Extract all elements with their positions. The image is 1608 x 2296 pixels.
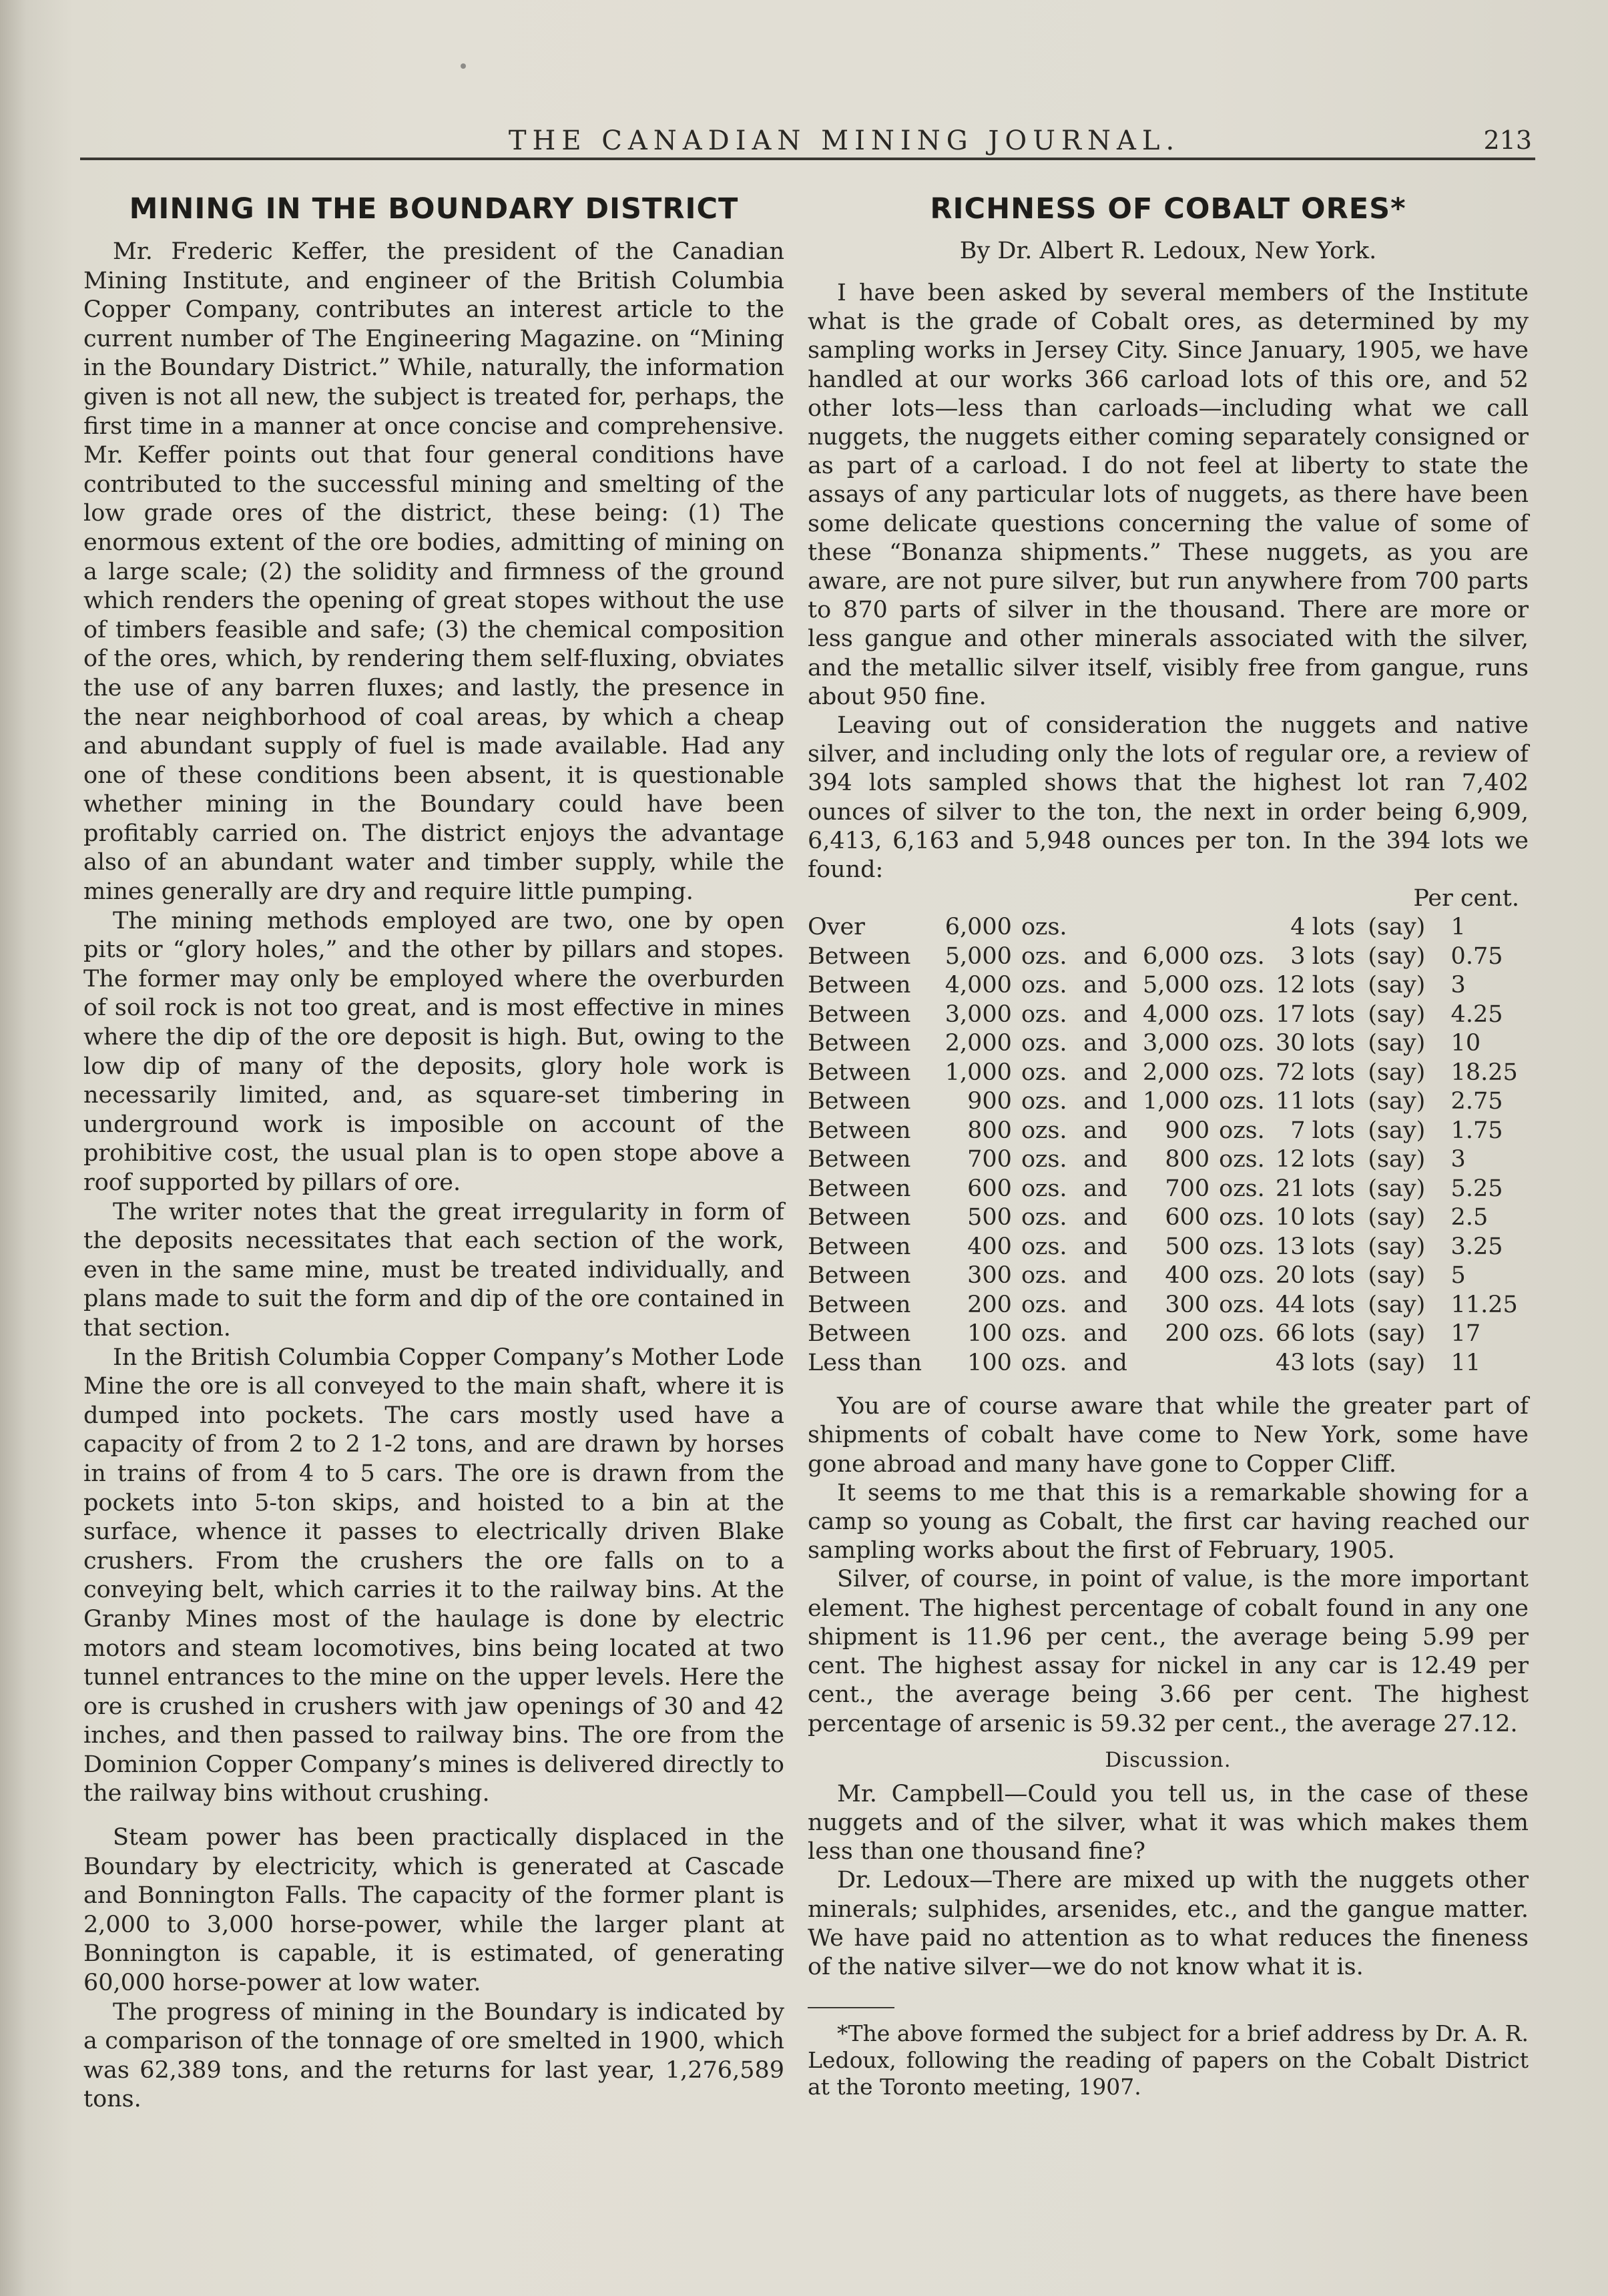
range-label: Between [808,1117,911,1144]
say-word: (say) [1368,1233,1426,1260]
paragraph: The writer notes that the great irregularity in form of the deposits necessitates that each section of the work, even in the same mine, must be treated individually, and plans made to suit the form and dip of the ore contained in that section. [83,1198,784,1342]
range-label: Over [808,914,865,941]
unit: ozs. [1021,1030,1067,1057]
conjunction: and [1083,1088,1127,1115]
percent-value: 1 [1450,914,1466,941]
from-value: 800 [967,1117,1012,1144]
unit [1210,913,1272,942]
range-label: Between [808,1233,911,1260]
ink-speck [461,63,466,69]
from-value: 900 [967,1088,1012,1115]
range-label: Between [808,1262,911,1289]
left-column [83,192,784,2114]
percent-value: 4.25 [1450,1000,1503,1028]
lots-word: lots [1312,1175,1355,1202]
from-value: 1,000 [945,1059,1012,1086]
footnote-rule [808,2007,894,2008]
paragraph: You are of course aware that while the greater part of shipments of cobalt have come to New York, some have gone abroad and many have gone to Copper Cliff. [808,1393,1529,1478]
discussion-heading: Discussion. [1105,1747,1232,1772]
conjunction: and [1083,1146,1127,1173]
boundary-article-body [83,238,784,2114]
from-value: 2,000 [945,1030,1012,1057]
percent-value: 2.5 [1450,1204,1489,1231]
lots-word: lots [1312,972,1355,999]
lots-word: lots [1312,1030,1355,1057]
say-word: (say) [1368,1349,1426,1376]
percent-value: 11 [1450,1349,1481,1376]
lots-word: lots [1312,914,1355,941]
unit: ozs. [1219,1030,1265,1057]
to-value: 400 [1165,1262,1210,1289]
range-label: Between [808,1204,911,1231]
unit: ozs. [1219,1233,1265,1260]
lot-count: 12 [1276,972,1306,999]
unit: ozs. [1021,914,1067,941]
table-row [808,1087,1529,1117]
conjunction: and [1083,1320,1127,1348]
unit: ozs. [1219,1146,1265,1173]
range-label: Between [808,1088,911,1115]
to-value: 2,000 [1142,1059,1210,1086]
percent-value: 3 [1450,972,1466,999]
to-value: 1,000 [1142,1088,1210,1115]
conjunction: and [1083,1117,1127,1144]
unit: ozs. [1021,1349,1067,1376]
silver-lots-table [808,913,1529,1378]
cobalt-article-body-continued [808,1392,1529,1738]
lot-count: 44 [1276,1291,1306,1318]
lots-word: lots [1312,1000,1355,1028]
article-title-cobalt: RICHNESS OF COBALT ORES* [930,192,1406,226]
running-header [83,125,1532,160]
unit: ozs. [1219,1088,1265,1115]
lot-count: 11 [1276,1088,1306,1115]
unit: ozs. [1219,1291,1265,1318]
percent-value: 10 [1450,1030,1481,1057]
lot-count: 17 [1276,1000,1306,1028]
paragraph: Dr. Ledoux—There are mixed up with the nuggets other minerals; sulphides, arsenides, etc., and the gangue matter. We have paid no attention as to what reduces the fineness of the native silver—we do not know what it is. [808,1867,1529,1980]
unit: ozs. [1219,1320,1265,1348]
table-row [808,1145,1529,1175]
unit: ozs. [1219,1262,1265,1289]
from-value: 5,000 [945,942,1012,970]
from-value: 6,000 [945,914,1012,941]
lot-count: 12 [1276,1146,1306,1173]
lot-count: 72 [1276,1059,1306,1086]
lots-word: lots [1312,1291,1355,1318]
table-row [808,1117,1529,1146]
lot-count: 66 [1276,1320,1306,1348]
percent-value: 1.75 [1450,1117,1503,1144]
unit: ozs. [1219,1175,1265,1202]
range-label: Between [808,1059,911,1086]
conjunction: and [1083,1000,1127,1028]
range-label: Between [808,1146,911,1173]
lots-word: lots [1312,1059,1355,1086]
lots-word: lots [1312,1320,1355,1348]
unit: ozs. [1219,1204,1265,1231]
table-row [808,1059,1529,1088]
table-row [808,913,1529,942]
say-word: (say) [1368,1146,1426,1173]
footnote: *The above formed the subject for a brief address by Dr. A. R. Ledoux, following the reading of papers on the Cobalt District at the Toronto meeting, 1907. [808,2020,1529,2100]
from-value: 200 [967,1291,1012,1318]
table-row [808,1000,1529,1030]
conjunction: and [1083,1175,1127,1202]
header-rule [80,158,1535,160]
say-word: (say) [1368,942,1426,970]
lots-word: lots [1312,942,1355,970]
say-word: (say) [1368,1291,1426,1318]
from-value: 100 [967,1320,1012,1348]
unit [1210,1349,1272,1378]
range-label: Between [808,1320,911,1348]
to-value: 6,000 [1142,942,1210,970]
unit: ozs. [1219,972,1265,999]
paragraph: Mr. Frederic Keffer, the president of the Canadian Mining Institute, and engineer of the British Columbia Copper Company, contributes an interest article to the current number of The Engineering Magazine. on “Mining in the Boundary District.” While, naturally, the information given is not all new, the subject is treated for, perhaps, the first time in a manner at once concise and comprehensive. Mr. Keffer points out that four general conditions have contributed to the successful mining and smelting of the low grade ores of the district, these being: (1) The enormous extent of the ore bodies, admitting of mining on a large scale; (2) the solidity and firmness of the ground which renders the opening of great stopes without the use of timbers feasible and safe; (3) the chemical composition of the ores, which, by rendering them self-fluxing, obviates the use of any barren fluxes; and lastly, the presence in the near neighborhood of coal areas, by which a cheap and abundant supply of fuel is made available. Had any one of these conditions been absent, it is questionable whether mining in the Boundary could have been profitably carried on. The district enjoys the advantage also of an abundant water and timber supply, while the mines generally are dry and require little pumping. [83,238,784,906]
lots-word: lots [1312,1146,1355,1173]
range-label: Between [808,942,911,970]
unit: ozs. [1021,1146,1067,1173]
from-value: 3,000 [945,1000,1012,1028]
percent-value: 18.25 [1450,1059,1518,1086]
table-row [808,1291,1529,1320]
conjunction: and [1083,1262,1127,1289]
lots-word: lots [1312,1349,1355,1376]
say-word: (say) [1368,1030,1426,1057]
from-value: 700 [967,1146,1012,1173]
conjunction [1074,913,1134,942]
lots-word: lots [1312,1262,1355,1289]
unit: ozs. [1219,1117,1265,1144]
say-word: (say) [1368,914,1426,941]
paragraph: The mining methods employed are two, one by open pits or “glory holes,” and the other by pillars and stopes. The former may only be employed where the overburden of soil rock is not too great, and is most effective in mines where the dip of the ore deposit is high. But, owing to the low dip of many of the deposits, glory hole work is necessarily limited, and, as square-set timbering in underground work is imposible on account of the prohibitive cost, the usual plan is to open stope above a roof supported by pillars of ore. [83,907,784,1196]
journal-title: THE CANADIAN MINING JOURNAL. [508,125,1181,156]
lot-count: 43 [1276,1349,1306,1376]
unit: ozs. [1219,942,1265,970]
paragraph: Mr. Campbell—Could you tell us, in the case of these nuggets and of the silver, what it was which makes them less than one thousand fine? [808,1780,1529,1866]
table-header-percent: Per cent. [1413,885,1519,912]
range-label: Between [808,1175,911,1202]
say-word: (say) [1368,1088,1426,1115]
discussion-body [808,1780,1529,1982]
percent-value: 11.25 [1450,1291,1518,1318]
to-value: 200 [1165,1320,1210,1348]
range-label: Between [808,1291,911,1318]
lot-count: 21 [1276,1175,1306,1202]
percent-value: 17 [1450,1320,1481,1348]
page-number: 213 [1483,125,1532,155]
conjunction: and [1083,1059,1127,1086]
lot-count: 30 [1276,1030,1306,1057]
from-value: 500 [967,1204,1012,1231]
to-value: 3,000 [1142,1030,1210,1057]
lot-count: 4 [1290,914,1306,941]
lot-count: 10 [1276,1204,1306,1231]
unit: ozs. [1021,942,1067,970]
lots-word: lots [1312,1233,1355,1260]
say-word: (say) [1368,1000,1426,1028]
unit: ozs. [1021,1262,1067,1289]
right-column [808,192,1529,2100]
to-value: 900 [1165,1117,1210,1144]
to-value: 300 [1165,1291,1210,1318]
paragraph: Silver, of course, in point of value, is the more important element. The highest percentage of cobalt found in any one shipment is 11.96 per cent., the average being 5.99 per cent. The highest assay for nickel in any car is 12.49 per cent., the average being 3.66 per cent. The highest percentage of arsenic is 59.32 per cent., the average 27.12. [808,1566,1529,1737]
table-row [808,1261,1529,1291]
table-row [808,942,1529,972]
lots-word: lots [1312,1088,1355,1115]
unit: ozs. [1219,1000,1265,1028]
lot-count: 13 [1276,1233,1306,1260]
unit: ozs. [1021,1175,1067,1202]
range-label: Less than [808,1349,922,1376]
conjunction: and [1083,1233,1127,1260]
paragraph: It seems to me that this is a remarkable showing for a camp so young as Cobalt, the first car having reached our sampling works about the first of February, 1905. [808,1479,1529,1564]
to-value: 500 [1165,1233,1210,1260]
conjunction: and [1083,1030,1127,1057]
say-word: (say) [1368,1320,1426,1348]
article-title-boundary: MINING IN THE BOUNDARY DISTRICT [129,192,739,226]
percent-value: 5.25 [1450,1175,1503,1202]
unit: ozs. [1021,1233,1067,1260]
conjunction: and [1083,942,1127,970]
lot-count: 7 [1290,1117,1306,1144]
lots-word: lots [1312,1117,1355,1144]
byline: By Dr. Albert R. Ledoux, New York. [959,238,1377,264]
to-value [1134,1349,1210,1378]
say-word: (say) [1368,1117,1426,1144]
to-value [1134,913,1210,942]
percent-value: 3 [1450,1146,1466,1173]
say-word: (say) [1368,1059,1426,1086]
conjunction: and [1083,972,1127,999]
percent-value: 5 [1450,1262,1466,1289]
from-value: 400 [967,1233,1012,1260]
to-value: 800 [1165,1146,1210,1173]
conjunction: and [1083,1204,1127,1231]
to-value: 5,000 [1142,972,1210,999]
unit: ozs. [1021,1000,1067,1028]
unit: ozs. [1021,1117,1067,1144]
table-row [808,1175,1529,1204]
say-word: (say) [1368,1204,1426,1231]
unit: ozs. [1021,1059,1067,1086]
table-row [808,1320,1529,1349]
unit: ozs. [1021,972,1067,999]
say-word: (say) [1368,1175,1426,1202]
table-row [808,1203,1529,1233]
from-value: 300 [967,1262,1012,1289]
unit: ozs. [1021,1088,1067,1115]
percent-value: 2.75 [1450,1088,1503,1115]
conjunction: and [1083,1349,1127,1376]
unit: ozs. [1021,1204,1067,1231]
unit: ozs. [1021,1291,1067,1318]
paragraph: Steam power has been practically displaced in the Boundary by electricity, which is generated at Cascade and Bonnington Falls. The capacity of the former plant is 2,000 to 3,000 horse-power, while the larger plant at Bonnington is capable, it is estimated, of generating 60,000 horse-power at low water. [83,1824,784,1997]
table-row [808,971,1529,1000]
lot-count: 20 [1276,1262,1306,1289]
from-value: 600 [967,1175,1012,1202]
table-row [808,1349,1529,1378]
percent-value: 0.75 [1450,942,1503,970]
paragraph: The progress of mining in the Boundary is indicated by a comparison of the tonnage of ore smelted in 1900, which was 62,389 tons, and the returns for last year, 1,276,589 tons. [83,1998,784,2113]
conjunction: and [1083,1291,1127,1318]
paragraph: I have been asked by several members of the Institute what is the grade of Cobalt ores, as determined by my sampling works in Jersey City. Since January, 1905, we have handled at our works 366 carload lots of this ore, and 52 other lots—less than carloads—including what we call nuggets, the nuggets either coming separately consigned or as part of a carload. I do not feel at liberty to state the assays of any particular lots of nuggets, as there have been some delicate questions concerning the value of some of these “Bonanza shipments.” These nuggets, as you are aware, are not pure silver, but run anywhere from 700 parts to 870 parts of silver in the thousand. There are more or less gangue and other minerals associated with the silver, and the metallic silver itself, visibly free from gangue, runs about 950 fine. [808,280,1529,710]
to-value: 700 [1165,1175,1210,1202]
unit: ozs. [1021,1320,1067,1348]
cobalt-article-body [808,279,1529,884]
range-label: Between [808,1030,911,1057]
paragraph: In the British Columbia Copper Company’s Mother Lode Mine the ore is all conveyed to the main shaft, where it is dumped into pockets. The cars mostly used have a capacity of from 2 to 2 1-2 tons, and are drawn by horses in trains of from 4 to 5 cars. The ore is drawn from the pockets into 5-ton skips, and hoisted to a bin at the surface, whence it passes to electrically driven Blake crushers. From the crushers the ore falls on to a conveying belt, which carries it to the railway bins. At the Granby Mines most of the haulage is done by electric motors and steam locomotives, bins being located at two tunnel entrances to the mine on the upper levels. Here the ore is crushed in crushers with jaw openings of 30 and 42 inches, and then passed to railway bins. The ore from the Dominion Copper Company’s mines is delivered directly to the railway bins without crushing. [83,1344,784,1807]
range-label: Between [808,1000,911,1028]
percent-value: 3.25 [1450,1233,1503,1260]
table-row [808,1233,1529,1262]
from-value: 4,000 [945,972,1012,999]
to-value: 4,000 [1142,1000,1210,1028]
from-value: 100 [967,1349,1012,1376]
to-value: 600 [1165,1204,1210,1231]
paragraph: Leaving out of consideration the nuggets and native silver, and including only the lots of regular ore, a review of 394 lots sampled shows that the highest lot ran 7,402 ounces of silver to the ton, the next in order being 6,909, 6,413, 6,163 and 5,948 ounces per ton. In the 394 lots we found: [808,712,1529,884]
unit: ozs. [1219,1059,1265,1086]
table-row [808,1029,1529,1059]
lots-word: lots [1312,1204,1355,1231]
range-label: Between [808,972,911,999]
lot-count: 3 [1290,942,1306,970]
say-word: (say) [1368,972,1426,999]
say-word: (say) [1368,1262,1426,1289]
